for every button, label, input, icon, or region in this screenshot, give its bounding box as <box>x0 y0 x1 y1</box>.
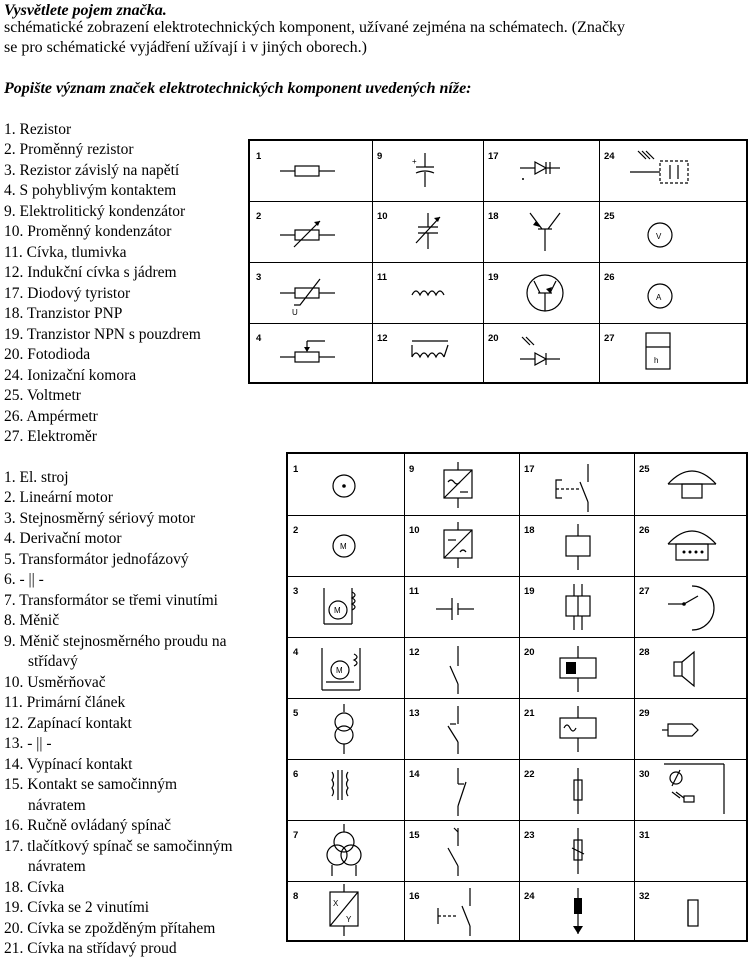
cored-inductor-icon <box>410 331 460 371</box>
transformer-icon <box>324 766 364 816</box>
cell-number: 29 <box>639 708 650 719</box>
list-item: 25. Voltmetr <box>4 387 81 404</box>
list-item: 14. Vypínací kontakt <box>4 756 133 773</box>
voltage-dependent-resistor-icon <box>280 271 340 319</box>
list-item: 5. Transformátor jednofázový <box>4 551 189 568</box>
heading: Vysvětlete pojem značka. <box>4 2 167 19</box>
list-item: 11. Primární článek <box>4 694 126 711</box>
list-item: 17. Diodový tyristor <box>4 285 131 302</box>
svg-text:M: M <box>340 542 347 551</box>
list-item: 10. Usměrňovač <box>4 674 106 691</box>
loudspeaker-icon <box>658 644 728 696</box>
list-item-continuation: návratem <box>28 797 86 814</box>
sliding-contact-resistor-icon <box>280 331 340 379</box>
list-item: 1. Rezistor <box>4 121 72 138</box>
list-item: 9. Měnič stejnosměrného proudu na <box>4 633 227 650</box>
cell-number: 23 <box>524 830 535 841</box>
electric-machine-icon <box>324 470 364 506</box>
cell-number: 4 <box>256 333 262 344</box>
fuse-icon <box>548 766 608 818</box>
svg-text:M: M <box>336 666 343 675</box>
svg-text:h: h <box>654 356 659 365</box>
cell-number: 2 <box>293 525 299 536</box>
svg-text:Y: Y <box>346 915 352 924</box>
cell-number: 18 <box>488 211 499 222</box>
cell-number: 10 <box>409 525 420 536</box>
cell-number: 12 <box>377 333 388 344</box>
cell-number: 11 <box>377 272 388 283</box>
dc-ac-converter-icon <box>434 462 484 512</box>
pnp-transistor-icon <box>520 211 570 257</box>
svg-text:U: U <box>292 308 298 317</box>
list-item: 4. Derivační motor <box>4 530 122 547</box>
cell-number: 16 <box>409 891 420 902</box>
cell-number: 9 <box>377 151 383 162</box>
buzzer-icon <box>658 886 728 938</box>
list-item: 8. Měnič <box>4 612 60 629</box>
series-dc-motor-icon <box>318 584 378 634</box>
cell-number: 25 <box>604 211 615 222</box>
list-item: 21. Cívka na střídavý proud <box>4 940 177 957</box>
list-item: 1. El. stroj <box>4 469 69 486</box>
list-item: 3. Rezistor závislý na napětí <box>4 162 180 179</box>
photodiode-icon <box>520 333 575 373</box>
cell-number: 9 <box>409 464 415 475</box>
list-item: 12. Zapínací kontakt <box>4 715 132 732</box>
horn-icon <box>658 462 728 514</box>
list-item: 19. Tranzistor NPN s pouzdrem <box>4 326 201 343</box>
svg-text:A: A <box>656 293 662 302</box>
list-item: 18. Tranzistor PNP <box>4 305 123 322</box>
list-item: 11. Cívka, tlumivka <box>4 244 127 261</box>
cell-number: 15 <box>409 830 420 841</box>
list-item: 7. Transformátor se třemi vinutími <box>4 592 218 609</box>
definition-line-2: se pro schématické vyjádření užívají i v jiných oborech.) <box>4 39 367 56</box>
coil-icon <box>548 522 608 574</box>
cell-number: 26 <box>604 272 615 283</box>
ionization-chamber-icon <box>630 149 700 193</box>
cell-number: 18 <box>524 525 535 536</box>
empty-symbol-31 <box>658 826 728 878</box>
cell-number: 21 <box>524 708 535 719</box>
cell-number: 26 <box>639 525 650 536</box>
delayed-coil-icon <box>548 644 608 696</box>
list-item: 26. Ampérmetr <box>4 408 98 425</box>
rectifier-icon <box>434 522 484 572</box>
voltmeter-icon <box>640 217 680 257</box>
cell-number: 6 <box>293 769 299 780</box>
double-winding-coil-icon <box>548 582 608 634</box>
cell-number: 11 <box>409 586 420 597</box>
signal-lamp-icon <box>658 704 728 756</box>
cell-number: 5 <box>293 708 299 719</box>
cell-number: 20 <box>524 647 535 658</box>
cell-number: 24 <box>524 891 535 902</box>
manual-switch-icon <box>434 886 490 938</box>
list-item: 24. Ionizační komora <box>4 367 137 384</box>
cell-number: 32 <box>639 891 650 902</box>
list-item: 19. Cívka se 2 vinutími <box>4 899 150 916</box>
cell-number: 13 <box>409 708 420 719</box>
cell-number: 3 <box>256 272 262 283</box>
electricity-meter-icon <box>640 331 680 377</box>
pushbutton-switch-icon <box>548 462 608 514</box>
list-item: 10. Proměnný kondenzátor <box>4 223 172 240</box>
diode-thyristor-icon <box>520 153 575 189</box>
list-item: 6. - || - <box>4 571 44 588</box>
linear-motor-icon <box>324 530 364 566</box>
break-contact-icon <box>434 766 484 818</box>
cell-number: 31 <box>639 830 650 841</box>
siren-icon <box>658 522 728 574</box>
cell-number: 12 <box>409 647 420 658</box>
list-item: 4. S pohyblivým kontaktem <box>4 182 177 199</box>
task-text: Popište význam značek elektrotechnických komponent uvedených níže: <box>4 80 472 97</box>
shunt-motor-icon <box>318 644 378 696</box>
svg-text:X: X <box>333 899 339 908</box>
cell-number: 7 <box>293 830 299 841</box>
cell-number: 4 <box>293 647 299 658</box>
list-item: 13. - || - <box>4 735 52 752</box>
list-item-continuation: návratem <box>28 858 86 875</box>
cell-number: 17 <box>488 151 499 162</box>
fuse-striker-icon <box>548 826 608 878</box>
cell-number: 1 <box>293 464 299 475</box>
list-item: 15. Kontakt se samočinným <box>4 776 178 793</box>
npn-transistor-icon <box>520 269 570 319</box>
cell-number: 22 <box>524 769 535 780</box>
definition-line-1: schématické zobrazení elektrotechnických komponent, užívané zejména na schématech. (Značky <box>4 19 626 36</box>
cell-number: 27 <box>604 333 615 344</box>
cell-number: 2 <box>256 211 262 222</box>
list-item: 17. tlačítkový spínač se samočinným <box>4 838 233 855</box>
photo-sensor-icon <box>654 762 734 818</box>
cell-number: 8 <box>293 891 299 902</box>
cell-number: 27 <box>639 586 650 597</box>
cell-number: 10 <box>377 211 388 222</box>
single-phase-transformer-icon <box>324 704 364 756</box>
make-contact-alt-icon <box>434 704 484 756</box>
list-item: 16. Ručně ovládaný spínač <box>4 817 172 834</box>
resistor-icon <box>280 156 340 186</box>
converter-icon <box>324 884 368 938</box>
cell-number: 28 <box>639 647 650 658</box>
electrolytic-capacitor-icon <box>410 151 440 191</box>
svg-text:V: V <box>656 232 662 241</box>
cell-number: 25 <box>639 464 650 475</box>
cell-number: 1 <box>256 151 262 162</box>
spring-return-contact-icon <box>434 826 484 878</box>
list-item: 27. Elektroměr <box>4 428 97 445</box>
cell-number: 20 <box>488 333 499 344</box>
list-item: 9. Elektrolitický kondenzátor <box>4 203 186 220</box>
symbol-table-1 <box>248 139 748 384</box>
svg-text:M: M <box>334 606 341 615</box>
three-winding-transformer-icon <box>322 824 368 878</box>
inductor-coil-icon <box>410 281 460 305</box>
cell-number: 19 <box>524 586 535 597</box>
list-item: 3. Stejnosměrný sériový motor <box>4 510 196 527</box>
make-contact-icon <box>434 644 484 696</box>
cell-number: 24 <box>604 151 615 162</box>
bell-icon <box>658 582 728 634</box>
ac-coil-icon <box>548 704 608 756</box>
list-item: 2. Lineární motor <box>4 489 113 506</box>
list-item: 20. Fotodioda <box>4 346 91 363</box>
variable-resistor-icon <box>280 213 340 253</box>
symbol-table-2 <box>286 452 748 942</box>
list-item: 12. Indukční cívka s jádrem <box>4 264 177 281</box>
cell-number: 14 <box>409 769 420 780</box>
cell-number: 30 <box>639 769 650 780</box>
fuse-switch-icon <box>548 886 608 938</box>
list-item: 20. Cívka se zpožděným přítahem <box>4 920 216 937</box>
variable-capacitor-icon <box>410 211 450 255</box>
cell-number: 19 <box>488 272 499 283</box>
svg-text:+: + <box>412 157 417 166</box>
primary-cell-icon <box>434 594 484 624</box>
cell-number: 3 <box>293 586 299 597</box>
cell-number: 17 <box>524 464 535 475</box>
list-item-continuation: střídavý <box>28 653 78 670</box>
list-item: 18. Cívka <box>4 879 65 896</box>
list-item: 2. Proměnný rezistor <box>4 141 134 158</box>
ammeter-icon <box>640 278 680 318</box>
